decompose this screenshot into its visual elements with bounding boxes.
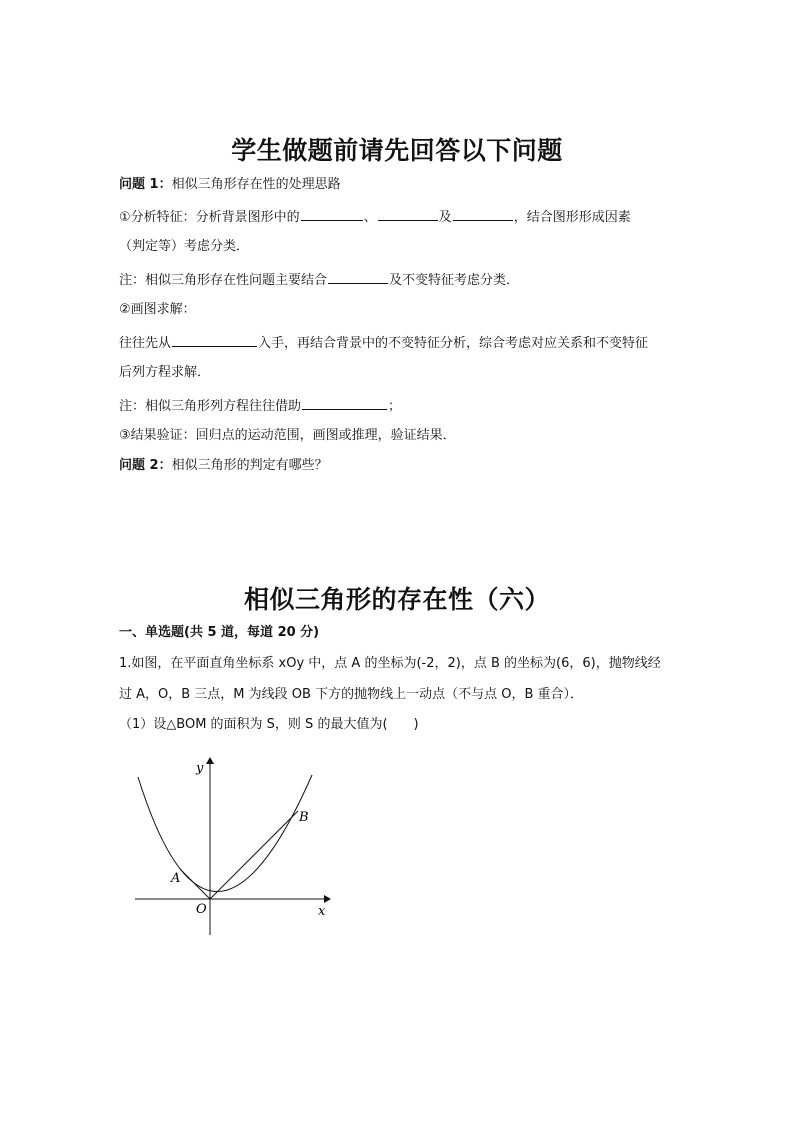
note-text: 注：相似三角形存在性问题主要结合	[119, 273, 328, 288]
answer-blank[interactable]	[328, 270, 388, 284]
question-2	[119, 457, 679, 475]
step-1-text: （判定等）考虑分类．	[119, 239, 250, 254]
step-2-line-2	[119, 364, 679, 382]
step-1-text: ，结合图形形成因素	[513, 210, 631, 225]
note-1	[119, 270, 679, 290]
separator: 、	[363, 210, 377, 225]
question-1-label: 问题 1：	[119, 177, 172, 192]
segment-ob	[210, 811, 298, 899]
separator: 及	[438, 210, 452, 225]
step-2-text: 入手，再结合背景中的不变特征分析，综合考虑对应关系和不变特征	[258, 336, 649, 351]
note-text: 及不变特征考虑分类．	[389, 273, 520, 288]
answer-blank[interactable]	[301, 207, 363, 221]
answer-blank[interactable]	[378, 207, 438, 221]
label-a: A	[171, 871, 181, 886]
note-text: 注：相似三角形列方程往往借助	[119, 399, 302, 414]
step-2	[119, 301, 679, 319]
step-2-line-1	[119, 333, 679, 353]
step-2-text: ②画图求解：	[119, 302, 196, 317]
step-3	[119, 427, 679, 445]
problem-1-line-3: （1）设△BOM 的面积为 S，则 S 的最大值为( )	[119, 717, 419, 732]
label-y: y	[196, 761, 204, 776]
step-3-text: ③结果验证：回归点的运动范围，画图或推理，验证结果．	[119, 428, 456, 443]
answer-blank[interactable]	[172, 333, 257, 347]
step-1-text: ①分析特征：分析背景图形中的	[119, 210, 300, 225]
note-2	[119, 396, 679, 416]
label-o: O	[196, 902, 207, 917]
pre-questions-title: 学生做题前请先回答以下问题	[231, 136, 563, 165]
section-heading: 一、单选题(共 5 道，每道 20 分)	[119, 625, 320, 640]
step-1-line-2	[119, 238, 679, 256]
answer-blank[interactable]	[302, 396, 387, 410]
label-x: x	[318, 904, 326, 919]
question-1-text: 相似三角形存在性的处理思路	[171, 177, 341, 192]
parabola-curve	[138, 775, 312, 892]
note-text: ；	[388, 399, 402, 414]
problem-1-line-2: 过 A，O，B 三点，M 为线段 OB 下方的抛物线上一动点（不与点 O，B 重合）．	[119, 687, 583, 702]
step-2-text: 往往先从	[119, 336, 172, 351]
exercise-title: 相似三角形的存在性（六）	[243, 585, 550, 614]
label-b: B	[299, 810, 309, 825]
parabola-figure	[125, 755, 345, 945]
answer-blank[interactable]	[453, 207, 513, 221]
step-1-line-1	[119, 207, 679, 227]
question-2-label: 问题 2：	[119, 458, 172, 473]
question-2-text: 相似三角形的判定有哪些？	[171, 458, 328, 473]
step-2-text: 后列方程求解．	[119, 365, 211, 380]
segment-oa	[180, 869, 210, 899]
question-1	[119, 176, 679, 194]
problem-1-line-1: 1.如图，在平面直角坐标系 xOy 中，点 A 的坐标为(-2，2)，点 B 的坐标为(6，6)，抛物线经	[119, 656, 661, 671]
